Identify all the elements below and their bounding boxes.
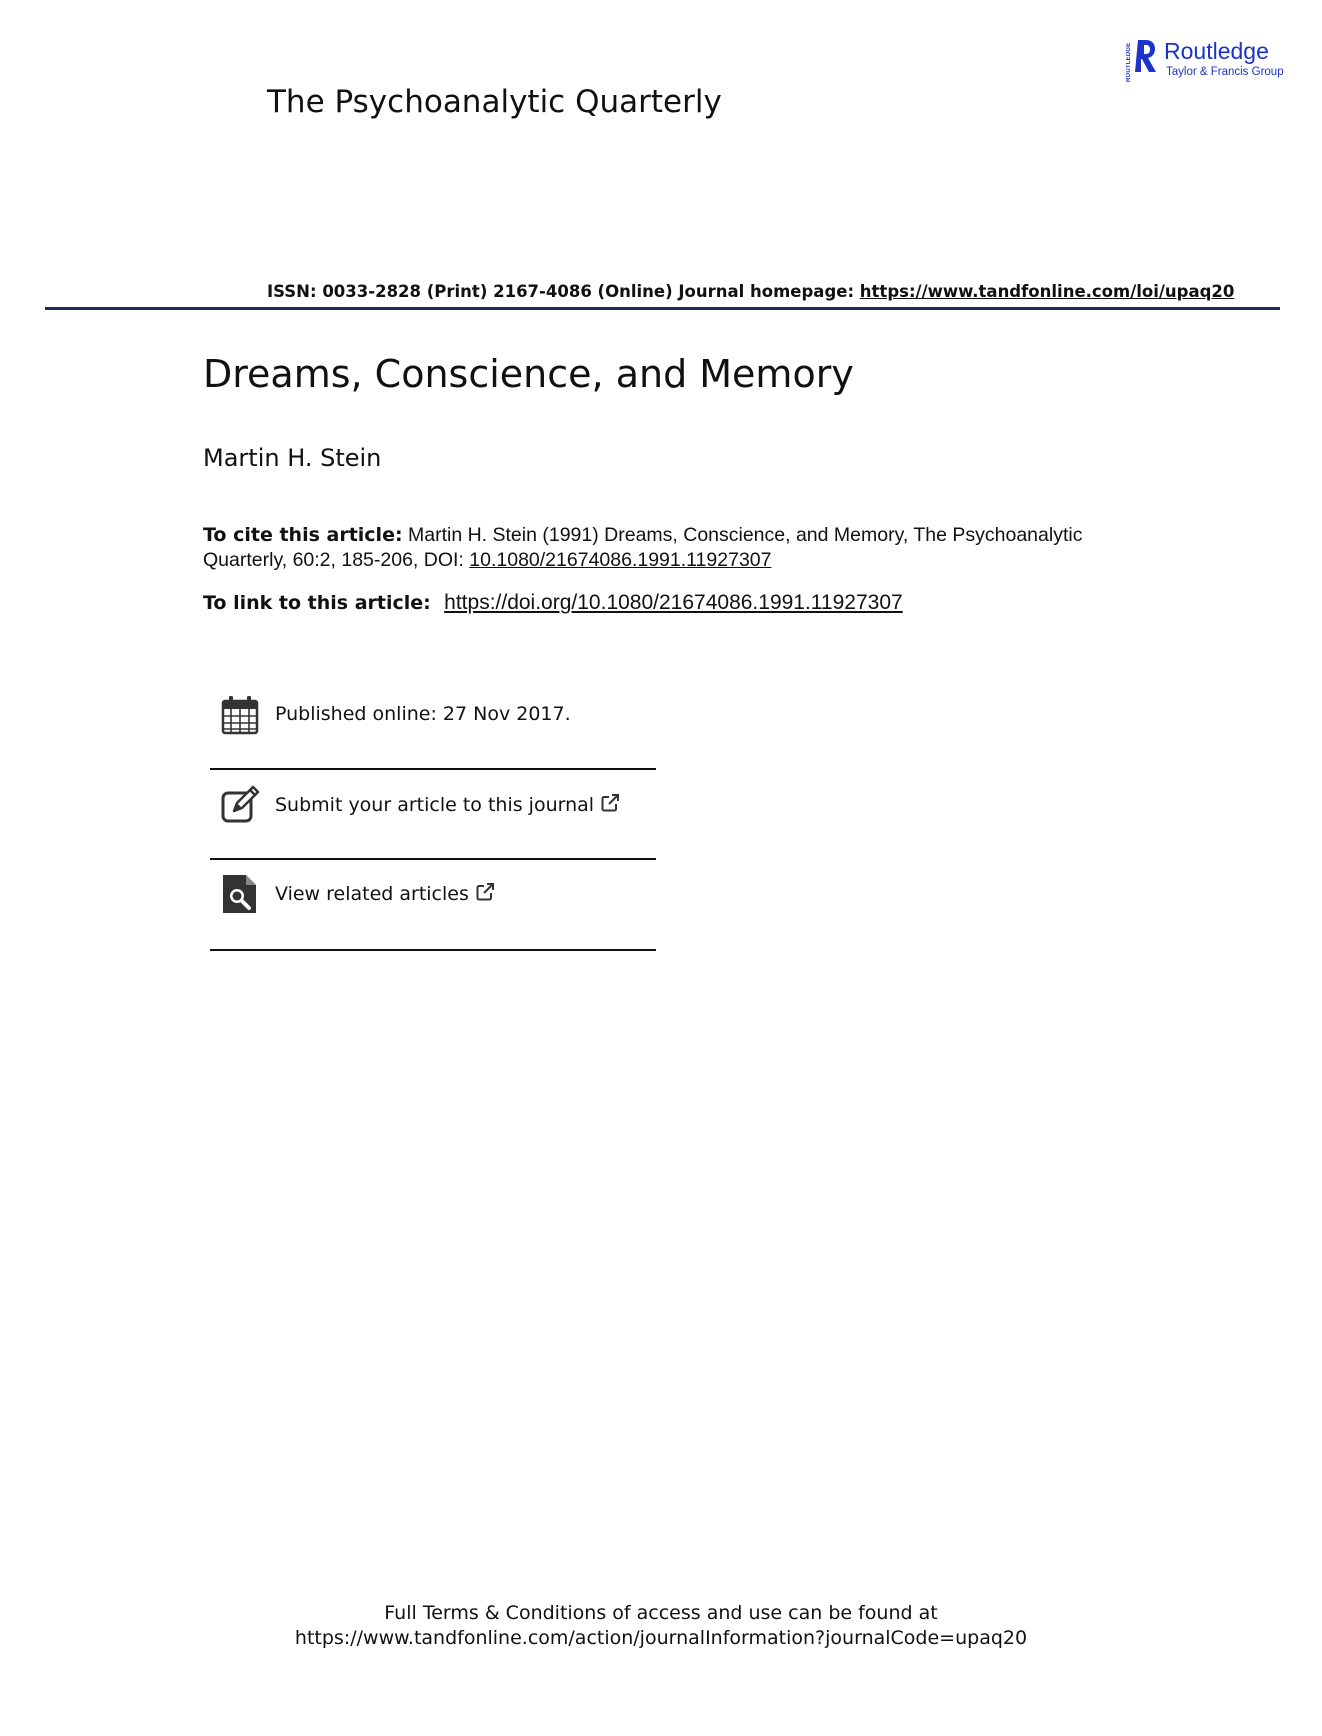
document-search-icon xyxy=(220,874,260,914)
article-title: Dreams, Conscience, and Memory xyxy=(203,352,854,396)
article-doi-link[interactable]: https://doi.org/10.1080/21674086.1991.11927307 xyxy=(444,591,903,614)
related-articles-label: View related articles xyxy=(275,883,469,905)
publisher-logo[interactable] xyxy=(1126,38,1286,84)
external-link-icon xyxy=(600,793,620,813)
article-author: Martin H. Stein xyxy=(203,444,382,472)
cite-label: To cite this article: xyxy=(203,524,403,546)
related-articles-link[interactable] xyxy=(275,882,495,905)
published-item xyxy=(210,695,656,779)
publisher-vertical-text: ROUTLEDGE xyxy=(1126,42,1132,82)
citation-block xyxy=(203,523,1163,573)
divider xyxy=(210,949,656,951)
issn-line xyxy=(267,282,1234,301)
submit-article-label: Submit your article to this journal xyxy=(275,794,595,816)
calendar-icon xyxy=(220,695,260,735)
cite-doi-link[interactable]: 10.1080/21674086.1991.11927307 xyxy=(469,549,772,571)
link-label: To link to this article: xyxy=(203,592,431,614)
divider xyxy=(210,768,656,770)
published-date: Published online: 27 Nov 2017. xyxy=(275,703,571,725)
related-articles-item[interactable] xyxy=(210,874,656,958)
journal-title: The Psychoanalytic Quarterly xyxy=(267,84,722,120)
terms-footer xyxy=(0,1601,1322,1651)
article-link-block xyxy=(203,591,903,615)
submit-article-link[interactable] xyxy=(275,793,620,816)
issn-text: ISSN: 0033-2828 (Print) 2167-4086 (Online) Journal homepage: xyxy=(267,282,860,301)
edit-icon xyxy=(220,785,260,825)
terms-url[interactable]: https://www.tandfonline.com/action/journalInformation?journalCode=upaq20 xyxy=(294,1627,1028,1649)
external-link-icon xyxy=(475,882,495,902)
terms-line-1: Full Terms & Conditions of access and use can be found at xyxy=(384,1602,938,1624)
submit-article-item[interactable] xyxy=(210,785,656,869)
cite-text: Martin H. Stein (1991) Dreams, Conscience, and Memory, The Psychoanalytic Quarterly, 60:2, 185-206, DOI: xyxy=(203,524,1083,571)
publisher-name: Routledge xyxy=(1164,38,1269,64)
header-rule xyxy=(45,307,1280,310)
divider xyxy=(210,858,656,860)
journal-homepage-link[interactable]: https://www.tandfonline.com/loi/upaq20 xyxy=(859,282,1235,301)
publisher-subtitle: Taylor & Francis Group xyxy=(1166,66,1284,78)
